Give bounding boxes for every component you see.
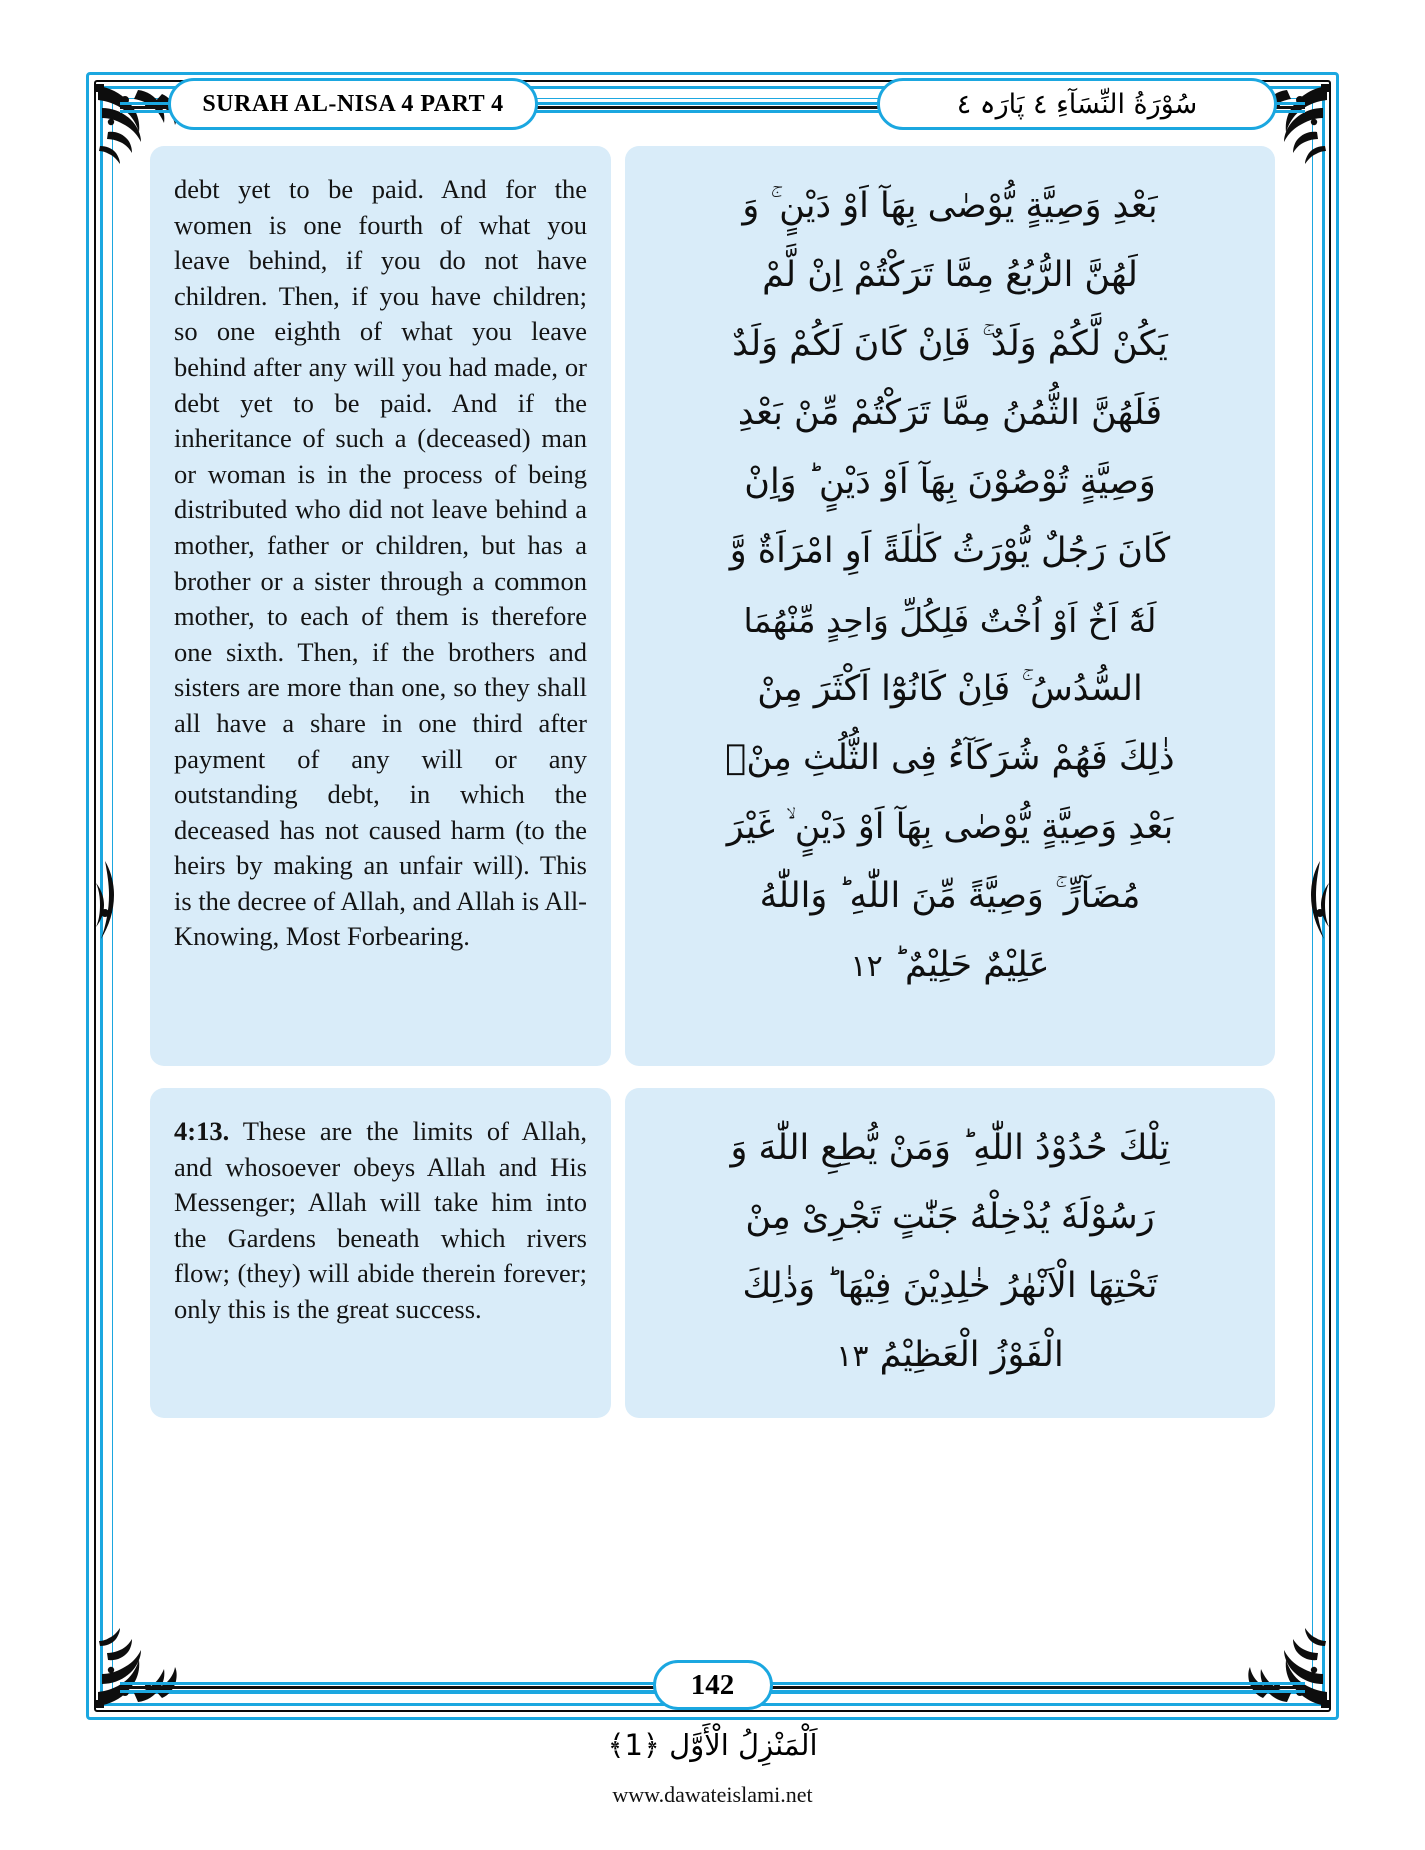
arabic-line: رَسُوْلَهٗ يُدْخِلْهُ جَنّٰتٍ تَجْرِىْ مِنْ (745, 1197, 1155, 1237)
arabic-line: فَلَهُنَّ الثُّمُنُ مِمَّا تَرَكْتُمْ مِّنْ بَعْدِ (737, 393, 1163, 433)
page-number: 142 (690, 1668, 735, 1701)
arabic-line: وَصِيَّةٍ تُوْصُوْنَ بِهَآ اَوْ دَيْنٍ ؕ وَاِنْ (744, 462, 1156, 502)
surah-title-en: SURAH AL-NISA 4 PART 4 (202, 90, 504, 117)
verse-block-4-13 (150, 1088, 1275, 1418)
arabic-line: تِلْكَ حُدُوْدُ اللّٰهِ ؕ وَمَنْ يُّطِعِ اللّٰهَ وَ (730, 1128, 1170, 1168)
arabic-panel-4-12 (625, 146, 1275, 1066)
verse-number-label: 4:13. (174, 1116, 230, 1146)
side-ornament-left (88, 853, 122, 973)
verse-block-4-12 (150, 146, 1275, 1066)
page-footer (120, 1658, 1305, 1712)
arabic-line: تَحْتِهَا الْاَنْهٰرُ خٰلِدِيْنَ فِيْهَا ؕ وَذٰلِكَ (742, 1266, 1158, 1306)
verse-end-marker: ۱۲ (850, 949, 883, 984)
arabic-line: ذٰلِكَ فَهُمْ شُرَكَآءُ فِى الثُّلُثِ مِنْۢ (725, 738, 1175, 778)
surah-title-en-pill (168, 78, 538, 130)
translation-panel-4-12 (150, 146, 611, 1066)
translation-panel-4-13 (150, 1088, 611, 1418)
arabic-line: مُضَآرٍّ ۚ وَصِيَّةً مِّنَ اللّٰهِ ؕ وَاللّٰهُ (759, 876, 1141, 916)
arabic-line-text: عَلِيْمٌ حَلِيْمٌ ؕ (893, 945, 1050, 985)
surah-title-ar: سُوْرَةُ النِّسَآءِ ٤ پَارَہ ٤ (956, 88, 1198, 120)
arabic-line-last (649, 931, 1251, 1001)
website-url[interactable]: www.dawateislami.net (612, 1782, 813, 1807)
surah-title-ar-pill (877, 78, 1277, 130)
arabic-line: لَهٗٓ اَخٌ اَوْ اُخْتٌ فَلِكُلِّ وَاحِدٍ مِّنْهُمَا (743, 601, 1157, 640)
page-number-pill (653, 1660, 773, 1710)
translation-body: These are the limits of Allah, and whosoever obeys Allah and His Messenger; Allah will take him into the Gardens beneath which rivers flow; (they) will abide therein forever; only this is the great success. (174, 1116, 587, 1324)
arabic-text-4-13 (649, 1114, 1251, 1391)
arabic-line: بَعْدِ وَصِيَّةٍ يُّوْصٰى بِهَآ اَوْ دَيْنٍ ۚ وَ (742, 186, 1158, 226)
arabic-line: لَهُنَّ الرُّبُعُ مِمَّا تَرَكْتُمْ اِنْ لَّمْ (762, 255, 1138, 295)
arabic-line: كَانَ رَجُلٌ يُّوْرَثُ كَلٰلَةً اَوِ امْرَاَةٌ وَّ (729, 531, 1171, 571)
arabic-line-last (649, 1321, 1251, 1391)
page-content (150, 146, 1275, 1650)
verse-end-marker: ۱۳ (836, 1339, 869, 1374)
arabic-line-text: الْفَوْزُ الْعَظِيْمُ (879, 1335, 1064, 1375)
page-header (120, 78, 1305, 130)
arabic-text-4-12 (649, 172, 1251, 1001)
arabic-line: يَكُنْ لَّكُمْ وَلَدٌ ۚ فَاِنْ كَانَ لَكُمْ وَلَدٌ (732, 324, 1168, 364)
arabic-panel-4-13 (625, 1088, 1275, 1418)
manzil-label: اَلْمَنْزِلُ الْأَوَّل ﴿1﴾ (607, 1728, 818, 1762)
arabic-line: بَعْدِ وَصِيَّةٍ يُّوْصٰى بِهَآ اَوْ دَيْنٍ ۙ غَيْرَ (726, 807, 1174, 847)
arabic-line: السُّدُسُ ۚ فَاِنْ كَانُوْٓا اَكْثَرَ مِنْ (757, 669, 1143, 709)
translation-text-4-13 (174, 1114, 587, 1328)
side-ornament-right (1303, 853, 1337, 973)
translation-text-4-12: debt yet to be paid. And for the women is one fourth of what you leave behind, if you do not have children. Then, if you have children; so one eighth of what you leave behind after any will you had made, or debt yet to be paid. And if the inheritance of such a (deceased) man or woman is in the process of being distributed who did not leave behind a mother, father or children, but has a brother or a sister through a common mother, to each of them is therefore one sixth. Then, if the brothers and sisters are more than one, so they shall all have a share in one third after payment of any will or any outstanding debt, in which the deceased has not caused harm (to the heirs by making an unfair will). This is the decree of Allah, and Allah is All-Knowing, Most Forbearing. (174, 174, 587, 952)
